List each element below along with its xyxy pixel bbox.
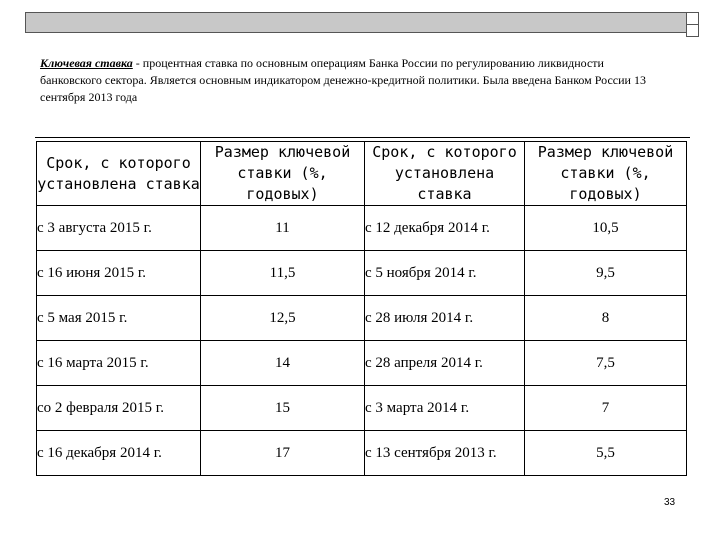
table-row: [37, 251, 687, 296]
table-header-row: [37, 142, 687, 206]
period-cell: с 3 марта 2014 г.: [365, 386, 525, 431]
slide-title-bar: [25, 12, 687, 33]
period-cell: с 12 декабря 2014 г.: [365, 206, 525, 251]
header-rate-2: Размер ключевой ставки (%, годовых): [525, 142, 687, 206]
table-row: [37, 386, 687, 431]
rate-cell: 15: [201, 386, 365, 431]
period-cell: с 28 июля 2014 г.: [365, 296, 525, 341]
rate-cell: 12,5: [201, 296, 365, 341]
period-cell: с 16 марта 2015 г.: [37, 341, 201, 386]
rate-cell: 7,5: [525, 341, 687, 386]
key-rate-table: [36, 141, 687, 476]
corner-square-2: [686, 24, 699, 37]
table-top-rule: [35, 137, 690, 138]
page-number: 33: [664, 497, 676, 508]
period-cell: с 16 июня 2015 г.: [37, 251, 201, 296]
rate-cell: 10,5: [525, 206, 687, 251]
table-row: [37, 206, 687, 251]
period-cell: со 2 февраля 2015 г.: [37, 386, 201, 431]
header-rate-1: Размер ключевой ставки (%, годовых): [201, 142, 365, 206]
period-cell: с 3 августа 2015 г.: [37, 206, 201, 251]
rate-cell: 17: [201, 431, 365, 476]
table-row: [37, 341, 687, 386]
definition-text: - процентная ставка по основным операциям Банка России по регулированию ликвидности банковского сектора. Является основным индикатором денежно-кредитной политики. Была введена Банком России 13 сентября 2013 года: [40, 56, 646, 104]
header-period-2: Срок, с которого установлена ставка: [365, 142, 525, 206]
table-row: [37, 431, 687, 476]
table-row: [37, 296, 687, 341]
rate-cell: 9,5: [525, 251, 687, 296]
rate-cell: 14: [201, 341, 365, 386]
definition-paragraph: [40, 55, 660, 106]
period-cell: с 13 сентября 2013 г.: [365, 431, 525, 476]
period-cell: с 5 ноября 2014 г.: [365, 251, 525, 296]
rate-cell: 11: [201, 206, 365, 251]
period-cell: с 16 декабря 2014 г.: [37, 431, 201, 476]
period-cell: с 5 мая 2015 г.: [37, 296, 201, 341]
rate-cell: 7: [525, 386, 687, 431]
rate-cell: 8: [525, 296, 687, 341]
definition-term: Ключевая ставка: [40, 56, 133, 70]
period-cell: с 28 апреля 2014 г.: [365, 341, 525, 386]
rate-cell: 11,5: [201, 251, 365, 296]
header-period-1: Срок, с которого установлена ставка: [37, 142, 201, 206]
rate-cell: 5,5: [525, 431, 687, 476]
